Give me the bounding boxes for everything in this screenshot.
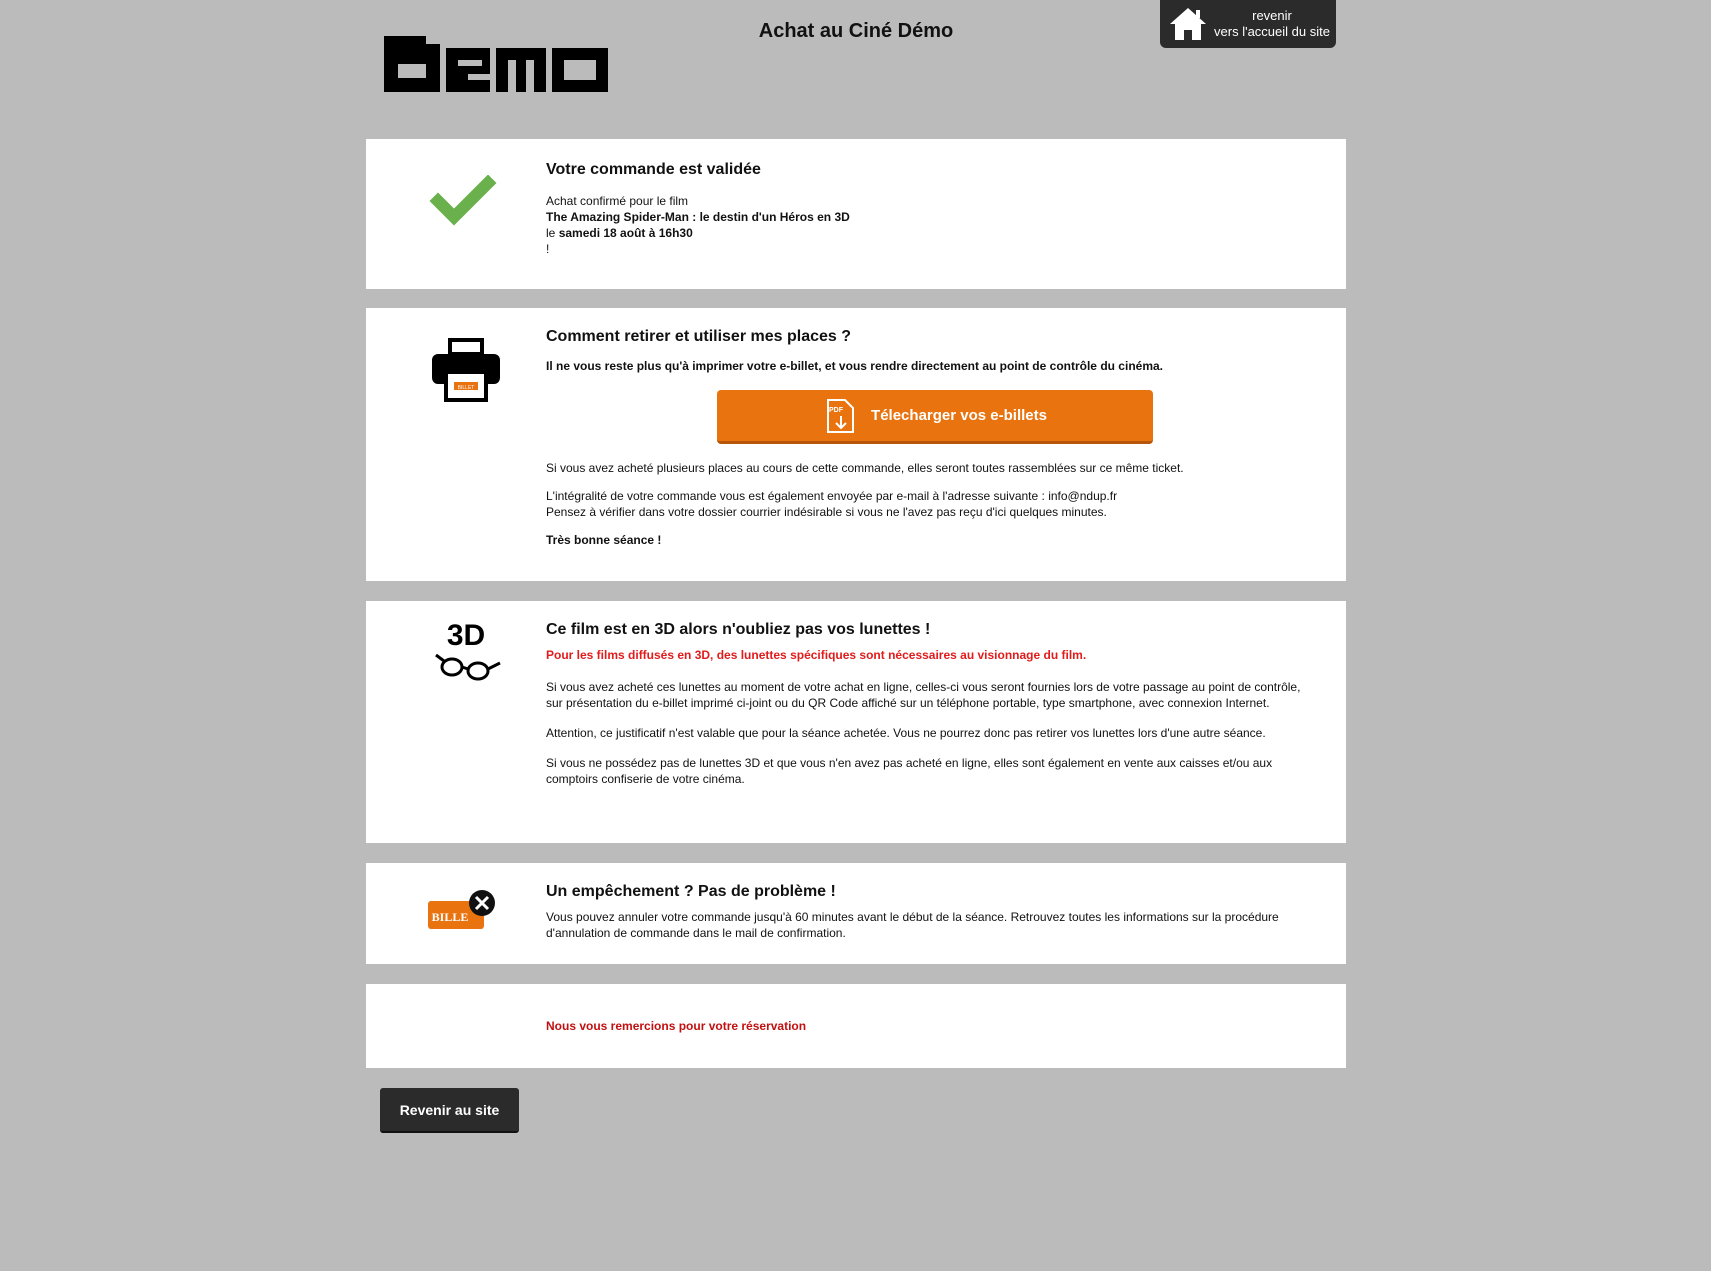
glasses-title: Ce film est en 3D alors n'oubliez pas vos lunettes ! <box>546 621 931 638</box>
film-title: The Amazing Spider-Man : le destin d'un Héros en 3D <box>546 210 850 224</box>
demo-logo[interactable] <box>384 36 608 92</box>
cancel-card <box>366 863 1346 964</box>
home-link-line2: vers l'accueil du site <box>1214 24 1330 39</box>
retrieve-card <box>366 308 1346 581</box>
confirmation-line: Achat confirmé pour le film <box>546 194 689 208</box>
printer-ticket-label: BILLET <box>457 385 475 391</box>
header <box>0 0 1711 130</box>
cancel-text: Vous pouvez annuler votre commande jusqu'à 60 minutes avant le début de la séance. Retrouvez toutes les informations sur la procédure d'annulation de commande dans le mail de confirmation. <box>546 910 1279 940</box>
thanks-card <box>366 984 1346 1068</box>
home-icon <box>1168 6 1208 42</box>
3d-glasses-icon <box>416 615 516 687</box>
glasses-p2: Attention, ce justificatif n'est valable que pour la séance achetée. Vous ne pourrez donc pas retirer vos lunettes lors d'une autre séance. <box>546 726 1266 740</box>
glasses-warning: Pour les films diffusés en 3D, des lunettes spécifiques sont nécessaires au visionnage du film. <box>546 648 1087 662</box>
site-title: Achat au Ciné Démo <box>758 20 954 42</box>
date-prefix: le <box>546 226 556 240</box>
retrieve-intro: Il ne vous reste plus qu'à imprimer votre e-billet, et vous rendre directement au point de contrôle du cinéma. <box>546 359 1163 373</box>
retrieve-p2a: L'intégralité de votre commande vous est également envoyée par e-mail à l'adresse suivante : info@ndup.fr <box>546 489 1118 503</box>
pdf-label: PDF <box>829 406 844 414</box>
glasses-p3: Si vous ne possédez pas de lunettes 3D et que vous n'en avez pas acheté en ligne, elles sont également en vente aux caisses et/ou aux comptoirs confiserie de votre cinéma. <box>546 756 1273 786</box>
cancel-title: Un empêchement ? Pas de problème ! <box>546 883 836 900</box>
confirmation-card <box>366 139 1346 289</box>
home-link-button[interactable] <box>1160 0 1336 48</box>
back-to-site-button[interactable]: Revenir au site <box>380 1088 519 1133</box>
confirmation-end: ! <box>546 242 550 256</box>
download-tickets-button[interactable] <box>717 390 1153 444</box>
thanks-message: Nous vous remercions pour votre réservation <box>546 1019 807 1033</box>
checkmark-icon <box>416 175 516 231</box>
glasses-p1: Si vous avez acheté ces lunettes au moment de votre achat en ligne, celles-ci vous seront fournies lors de votre passage au point de contrôle, sur présentation du e-billet imprimé ci-joint ou du QR Code affiché sur un téléphone portable, type smartphone, avec connexion Internet. <box>546 680 1301 710</box>
pdf-download-icon <box>823 398 857 434</box>
retrieve-closing: Très bonne séance ! <box>546 533 662 547</box>
date-value: samedi 18 août à 16h30 <box>558 226 693 240</box>
ticket-label: BILLE <box>431 910 469 924</box>
ticket-cancel-icon <box>416 889 516 933</box>
glasses-card <box>366 601 1346 843</box>
home-link-text <box>1208 8 1336 40</box>
retrieve-p1: Si vous avez acheté plusieurs places au cours de cette commande, elles seront toutes rassemblées sur ce même ticket. <box>546 461 1184 475</box>
3d-label: 3D <box>446 619 486 652</box>
session-date <box>546 225 1310 241</box>
retrieve-p2b: Pensez à vérifier dans votre dossier courrier indésirable si vous ne l'avez pas reçu d'ici quelques minutes. <box>546 505 1107 519</box>
home-link-line1: revenir <box>1252 8 1292 23</box>
download-tickets-label: Télecharger vos e-billets <box>871 407 1047 424</box>
confirmation-title: Votre commande est validée <box>546 161 761 178</box>
printer-icon <box>416 338 516 402</box>
retrieve-title: Comment retirer et utiliser mes places ? <box>546 328 851 345</box>
